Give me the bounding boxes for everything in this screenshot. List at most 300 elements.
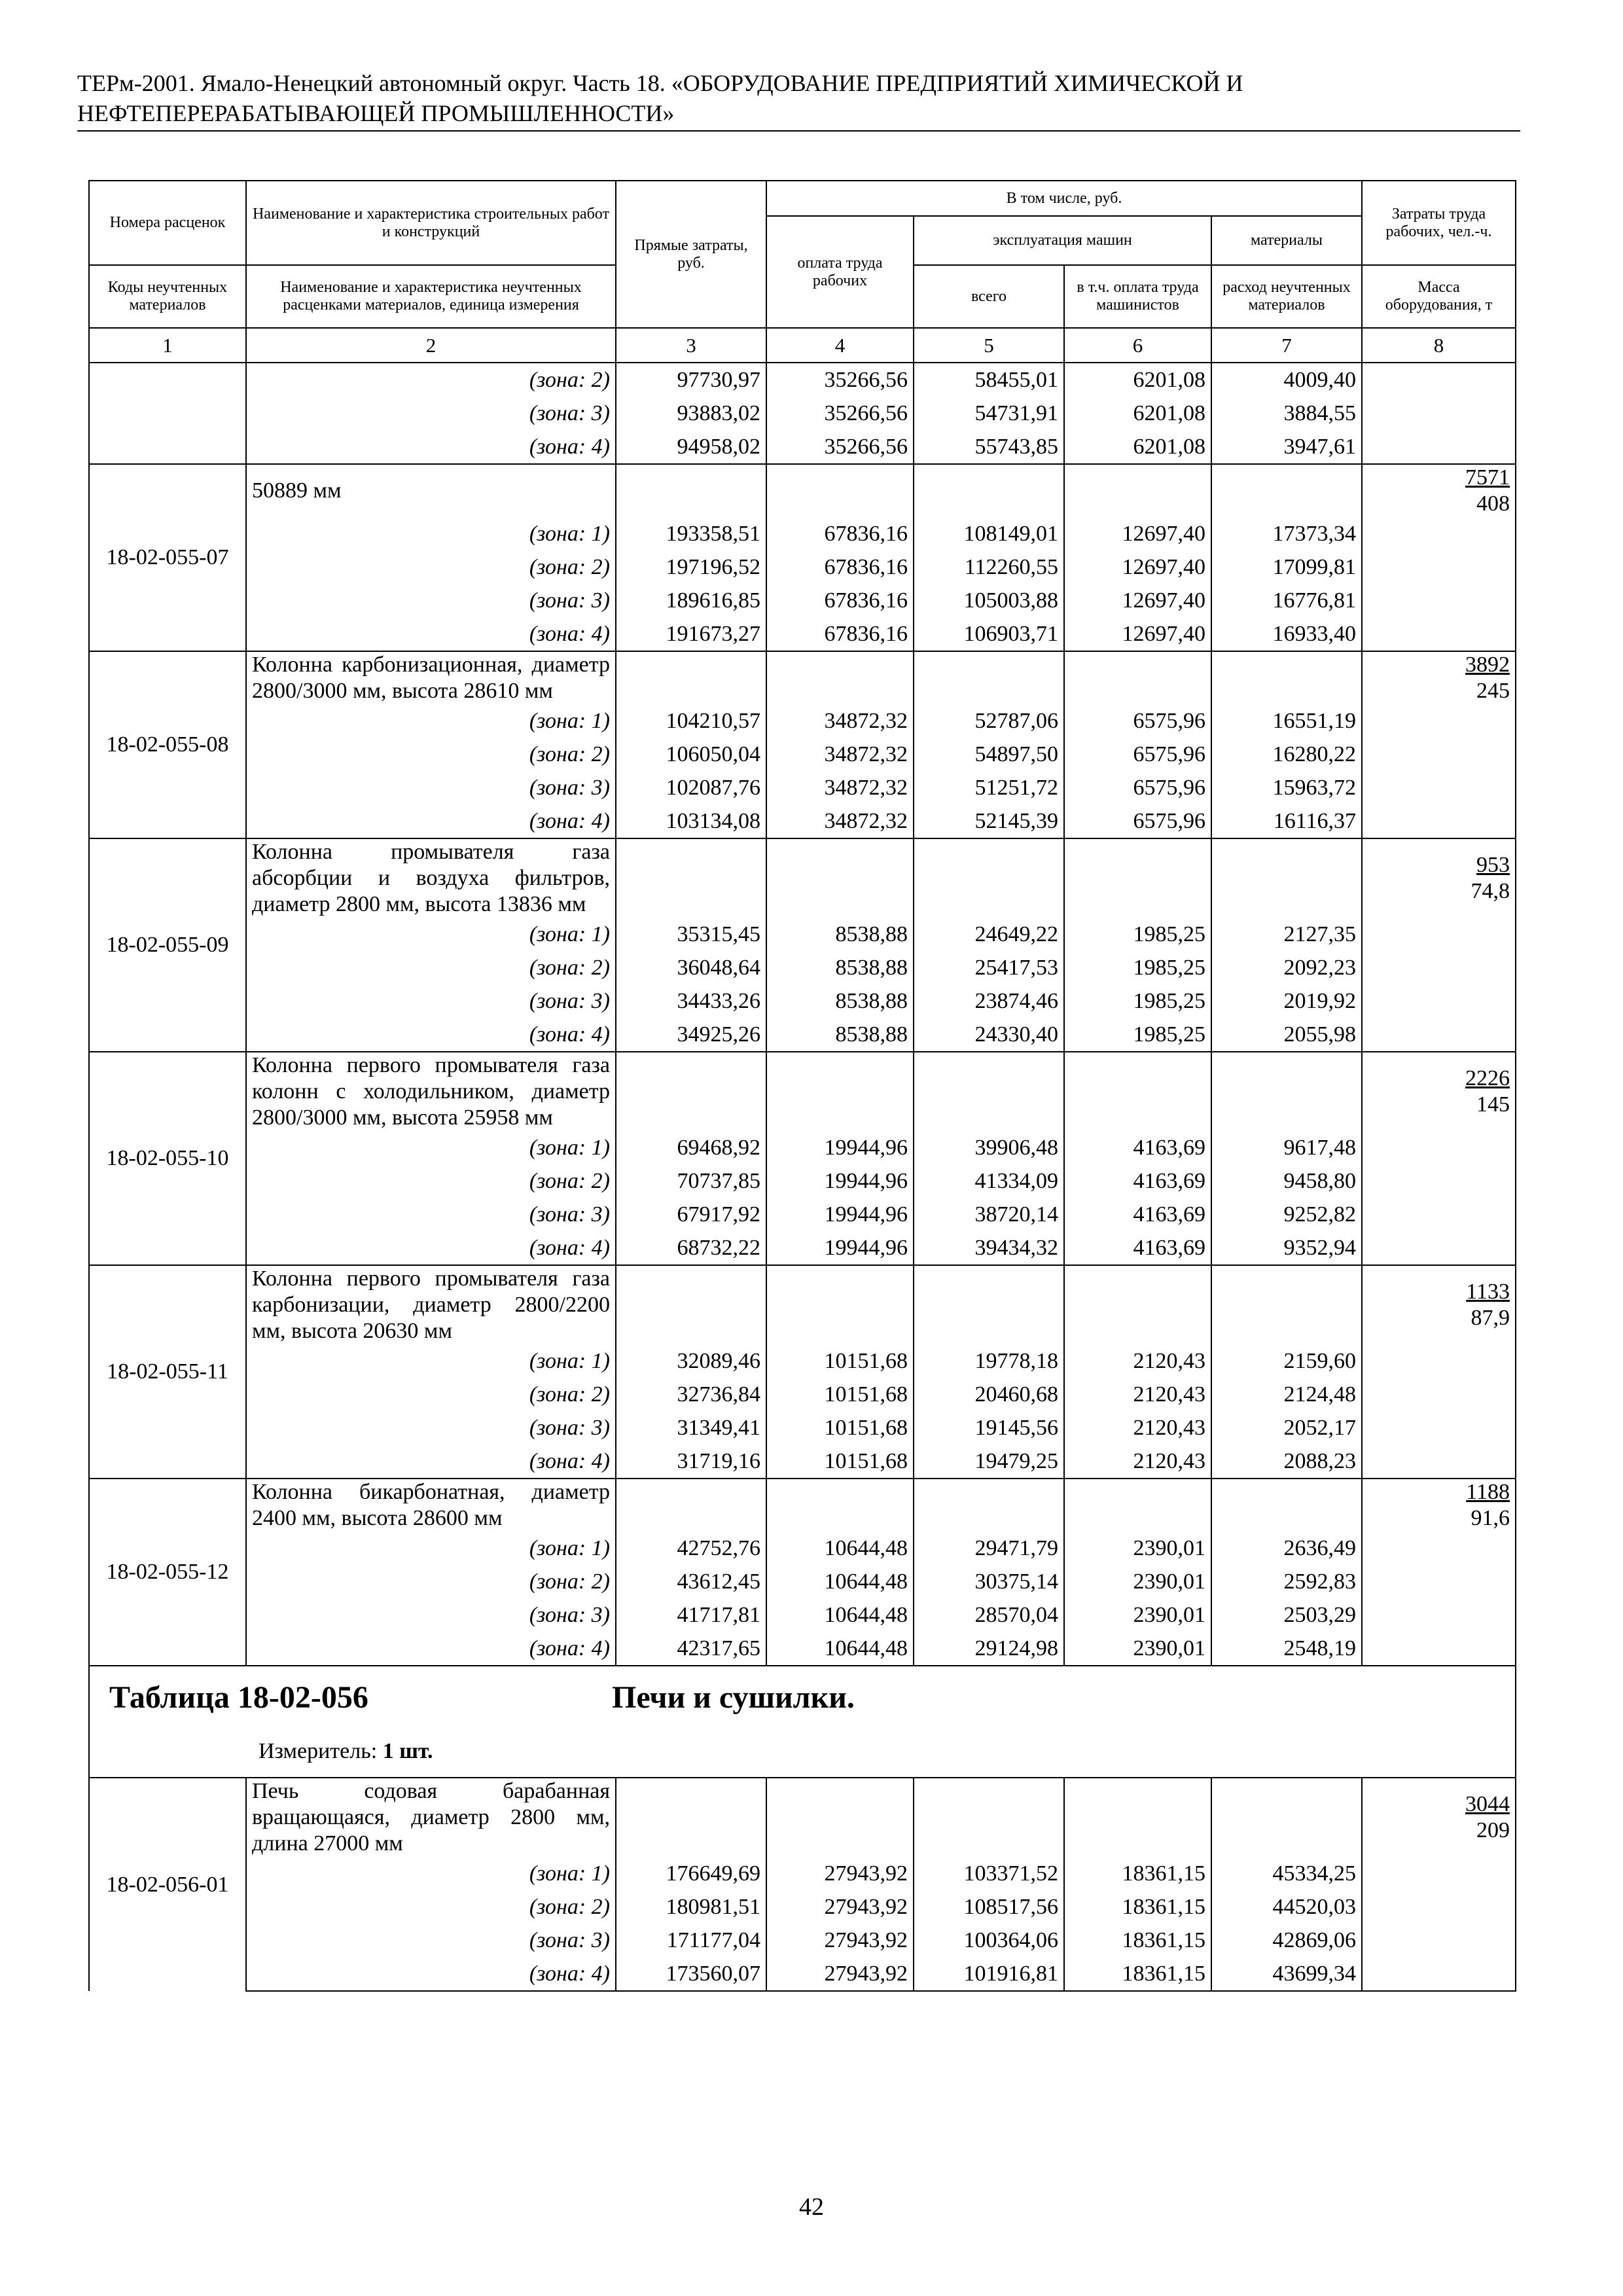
rate-name: Колонна первого промывателя газа карбонизации, диаметр 2800/2200 мм, высота 20630 мм	[246, 1265, 616, 1344]
zone-row	[89, 1890, 1516, 1924]
zone-label: (зона: 2)	[246, 550, 616, 584]
col-unaccounted-codes: Коды неучтенных материалов	[89, 265, 246, 328]
empty-mass-cell	[1362, 1890, 1516, 1924]
empty-mass-cell	[1362, 517, 1516, 550]
rate-row	[89, 1052, 1516, 1131]
zone-label: (зона: 3)	[246, 397, 616, 430]
page-header	[77, 68, 1520, 128]
zone-row	[89, 550, 1516, 584]
col-number: 7	[1211, 328, 1362, 363]
labor-mass-cell	[1362, 1778, 1516, 1857]
zone-row	[89, 918, 1516, 951]
unit-value: 1 шт.	[382, 1739, 433, 1763]
value-cell: 35315,45	[616, 918, 766, 951]
value-cell: 36048,64	[616, 951, 766, 984]
value-cell: 103371,52	[914, 1857, 1064, 1890]
zone-label: (зона: 3)	[246, 984, 616, 1018]
labor-value: 7571	[1465, 465, 1510, 490]
value-cell: 16933,40	[1211, 617, 1362, 651]
value-cell: 6575,96	[1064, 771, 1211, 804]
zone-row	[89, 617, 1516, 651]
value-cell: 54897,50	[914, 738, 1064, 771]
value-cell: 9458,80	[1211, 1164, 1362, 1198]
value-cell: 31719,16	[616, 1444, 766, 1479]
rate-name: Колонна промывателя газа абсорбции и воздуха фильтров, диаметр 2800 мм, высота 13836 мм	[246, 838, 616, 918]
col-name: Наименование и характеристика строительных работ и конструкций	[246, 181, 616, 265]
rate-row	[89, 838, 1516, 918]
value-cell: 32736,84	[616, 1378, 766, 1411]
empty-cell	[616, 1778, 766, 1857]
value-cell: 51251,72	[914, 771, 1064, 804]
empty-mass-cell	[1362, 1231, 1516, 1265]
value-cell: 54731,91	[914, 397, 1064, 430]
empty-cell	[914, 1052, 1064, 1131]
value-cell: 12697,40	[1064, 550, 1211, 584]
col-number: 3	[616, 328, 766, 363]
value-cell: 4163,69	[1064, 1164, 1211, 1198]
zone-label: (зона: 3)	[246, 1198, 616, 1231]
table-number: Таблица 18-02-056	[109, 1680, 368, 1715]
value-cell: 2592,83	[1211, 1565, 1362, 1598]
rate-name: Колонна карбонизационная, диаметр 2800/3000 мм, высота 28610 мм	[246, 651, 616, 704]
empty-cell	[766, 464, 914, 517]
value-cell: 2390,01	[1064, 1598, 1211, 1632]
value-cell: 2390,01	[1064, 1532, 1211, 1565]
header-line-1: ТЕРм-2001. Ямало-Ненецкий автономный округ. Часть 18. «ОБОРУДОВАНИЕ ПРЕДПРИЯТИЙ ХИМИЧЕСКОЙ И	[77, 70, 1243, 96]
value-cell: 1985,25	[1064, 1018, 1211, 1052]
value-cell: 3947,61	[1211, 430, 1362, 464]
zone-row	[89, 1131, 1516, 1164]
empty-cell	[1064, 1778, 1211, 1857]
value-cell: 9352,94	[1211, 1231, 1362, 1265]
value-cell: 112260,55	[914, 550, 1064, 584]
rate-name: 50889 мм	[246, 464, 616, 517]
value-cell: 27943,92	[766, 1957, 914, 1991]
value-cell: 10151,68	[766, 1378, 914, 1411]
value-cell: 9617,48	[1211, 1131, 1362, 1164]
value-cell: 3884,55	[1211, 397, 1362, 430]
zone-label: (зона: 2)	[246, 1565, 616, 1598]
rate-code: 18-02-055-12	[89, 1479, 246, 1666]
value-cell: 19145,56	[914, 1411, 1064, 1444]
col-number: 1	[89, 328, 246, 363]
value-cell: 39434,32	[914, 1231, 1064, 1265]
mass-value: 209	[1476, 1818, 1510, 1842]
value-cell: 105003,88	[914, 584, 1064, 617]
value-cell: 32089,46	[616, 1344, 766, 1378]
empty-cell	[616, 1265, 766, 1344]
zone-row	[89, 771, 1516, 804]
value-cell: 2159,60	[1211, 1344, 1362, 1378]
value-cell: 2120,43	[1064, 1344, 1211, 1378]
empty-cell	[766, 1479, 914, 1532]
value-cell: 34872,32	[766, 804, 914, 838]
zone-row	[89, 1411, 1516, 1444]
rate-code: 18-02-056-01	[89, 1778, 246, 1991]
col-number: 2	[246, 328, 616, 363]
col-number: 8	[1362, 328, 1516, 363]
value-cell: 67917,92	[616, 1198, 766, 1231]
value-cell: 52787,06	[914, 704, 1064, 738]
empty-mass-cell	[1362, 584, 1516, 617]
value-cell: 19944,96	[766, 1131, 914, 1164]
value-cell: 34872,32	[766, 738, 914, 771]
empty-cell	[1211, 838, 1362, 918]
value-cell: 4009,40	[1211, 363, 1362, 397]
value-cell: 2092,23	[1211, 951, 1362, 984]
value-cell: 8538,88	[766, 984, 914, 1018]
value-cell: 8538,88	[766, 918, 914, 951]
empty-mass-cell	[1362, 397, 1516, 430]
table-heading-row	[89, 1666, 1516, 1778]
value-cell: 2120,43	[1064, 1378, 1211, 1411]
empty-cell	[914, 1778, 1064, 1857]
value-cell: 28570,04	[914, 1598, 1064, 1632]
empty-cell	[616, 1052, 766, 1131]
zone-row	[89, 1565, 1516, 1598]
zone-label: (зона: 2)	[246, 363, 616, 397]
zone-row	[89, 584, 1516, 617]
value-cell: 30375,14	[914, 1565, 1064, 1598]
value-cell: 67836,16	[766, 550, 914, 584]
empty-cell	[1064, 651, 1211, 704]
rate-row	[89, 1479, 1516, 1532]
zone-label: (зона: 3)	[246, 771, 616, 804]
empty-cell	[616, 651, 766, 704]
value-cell: 12697,40	[1064, 617, 1211, 651]
table-header	[89, 181, 1516, 363]
value-cell: 16116,37	[1211, 804, 1362, 838]
empty-cell	[616, 838, 766, 918]
value-cell: 4163,69	[1064, 1131, 1211, 1164]
empty-mass-cell	[1362, 1344, 1516, 1378]
value-cell: 94958,02	[616, 430, 766, 464]
value-cell: 6201,08	[1064, 363, 1211, 397]
rate-name: Колонна бикарбонатная, диаметр 2400 мм, высота 28600 мм	[246, 1479, 616, 1532]
value-cell: 4163,69	[1064, 1198, 1211, 1231]
empty-mass-cell	[1362, 804, 1516, 838]
value-cell: 44520,03	[1211, 1890, 1362, 1924]
zone-row	[89, 1532, 1516, 1565]
value-cell: 106050,04	[616, 738, 766, 771]
value-cell: 19944,96	[766, 1164, 914, 1198]
rate-row	[89, 464, 1516, 517]
value-cell: 25417,53	[914, 951, 1064, 984]
empty-mass-cell	[1362, 1857, 1516, 1890]
zone-row	[89, 984, 1516, 1018]
value-cell: 29471,79	[914, 1532, 1064, 1565]
value-cell: 34872,32	[766, 771, 914, 804]
empty-mass-cell	[1362, 363, 1516, 397]
empty-cell	[914, 1479, 1064, 1532]
value-cell: 20460,68	[914, 1378, 1064, 1411]
value-cell: 58455,01	[914, 363, 1064, 397]
rate-name: Печь содовая барабанная вращающаяся, диаметр 2800 мм, длина 27000 мм	[246, 1778, 616, 1857]
value-cell: 19944,96	[766, 1198, 914, 1231]
zone-row	[89, 1924, 1516, 1957]
value-cell: 6575,96	[1064, 704, 1211, 738]
value-cell: 39906,48	[914, 1131, 1064, 1164]
empty-mass-cell	[1362, 1164, 1516, 1198]
value-cell: 1985,25	[1064, 951, 1211, 984]
empty-cell	[1211, 1265, 1362, 1344]
empty-cell	[914, 1265, 1064, 1344]
rate-code: 18-02-055-10	[89, 1052, 246, 1265]
empty-cell	[766, 651, 914, 704]
value-cell: 1985,25	[1064, 918, 1211, 951]
col-number: 4	[766, 328, 914, 363]
value-cell: 19778,18	[914, 1344, 1064, 1378]
value-cell: 6575,96	[1064, 738, 1211, 771]
value-cell: 2548,19	[1211, 1632, 1362, 1666]
unit-label: Измеритель:	[259, 1739, 383, 1763]
value-cell: 42752,76	[616, 1532, 766, 1565]
zone-row	[89, 738, 1516, 771]
empty-code-cell	[89, 363, 246, 397]
value-cell: 6575,96	[1064, 804, 1211, 838]
zone-label: (зона: 1)	[246, 918, 616, 951]
empty-cell	[1211, 1479, 1362, 1532]
value-cell: 35266,56	[766, 397, 914, 430]
value-cell: 1985,25	[1064, 984, 1211, 1018]
zone-row	[89, 363, 1516, 397]
header-line-2: НЕФТЕПЕРЕРАБАТЫВАЮЩЕЙ ПРОМЫШЛЕННОСТИ»	[77, 100, 675, 126]
value-cell: 31349,41	[616, 1411, 766, 1444]
labor-mass-cell	[1362, 464, 1516, 517]
value-cell: 2088,23	[1211, 1444, 1362, 1479]
empty-mass-cell	[1362, 1565, 1516, 1598]
rates-table	[88, 180, 1516, 1992]
zone-row	[89, 1378, 1516, 1411]
value-cell: 12697,40	[1064, 584, 1211, 617]
value-cell: 55743,85	[914, 430, 1064, 464]
value-cell: 27943,92	[766, 1890, 914, 1924]
labor-value: 1188	[1466, 1480, 1510, 1504]
zone-label: (зона: 1)	[246, 1857, 616, 1890]
value-cell: 6201,08	[1064, 430, 1211, 464]
zone-row	[89, 704, 1516, 738]
col-unaccounted-name: Наименование и характеристика неучтенных расценками материалов, единица измерения	[246, 265, 616, 328]
empty-cell	[616, 464, 766, 517]
labor-mass-cell	[1362, 651, 1516, 704]
value-cell: 35266,56	[766, 430, 914, 464]
empty-cell	[766, 838, 914, 918]
empty-mass-cell	[1362, 617, 1516, 651]
labor-value: 953	[1476, 853, 1510, 877]
table-heading-cell	[89, 1666, 1516, 1778]
zone-row	[89, 1598, 1516, 1632]
value-cell: 27943,92	[766, 1857, 914, 1890]
mass-value: 91,6	[1471, 1506, 1510, 1530]
value-cell: 18361,15	[1064, 1924, 1211, 1957]
empty-mass-cell	[1362, 550, 1516, 584]
empty-mass-cell	[1362, 1131, 1516, 1164]
value-cell: 108149,01	[914, 517, 1064, 550]
empty-mass-cell	[1362, 1444, 1516, 1479]
empty-mass-cell	[1362, 1198, 1516, 1231]
value-cell: 43612,45	[616, 1565, 766, 1598]
value-cell: 34872,32	[766, 704, 914, 738]
zone-row	[89, 1857, 1516, 1890]
col-unaccounted-consumption: расход неучтенных материалов	[1211, 265, 1362, 328]
zone-row	[89, 804, 1516, 838]
zone-label: (зона: 2)	[246, 738, 616, 771]
col-total: всего	[914, 265, 1064, 328]
value-cell: 2019,92	[1211, 984, 1362, 1018]
empty-cell	[1211, 651, 1362, 704]
table-title: Печи и сушилки.	[612, 1680, 855, 1715]
empty-mass-cell	[1362, 1378, 1516, 1411]
labor-mass-cell	[1362, 1052, 1516, 1131]
empty-mass-cell	[1362, 1924, 1516, 1957]
value-cell: 35266,56	[766, 363, 914, 397]
zone-label: (зона: 4)	[246, 430, 616, 464]
value-cell: 2055,98	[1211, 1018, 1362, 1052]
value-cell: 18361,15	[1064, 1857, 1211, 1890]
value-cell: 2503,29	[1211, 1598, 1362, 1632]
empty-cell	[616, 1479, 766, 1532]
zone-label: (зона: 4)	[246, 1018, 616, 1052]
value-cell: 193358,51	[616, 517, 766, 550]
value-cell: 24649,22	[914, 918, 1064, 951]
empty-mass-cell	[1362, 1598, 1516, 1632]
empty-mass-cell	[1362, 1018, 1516, 1052]
zone-row	[89, 1164, 1516, 1198]
value-cell: 171177,04	[616, 1924, 766, 1957]
empty-mass-cell	[1362, 771, 1516, 804]
value-cell: 10644,48	[766, 1598, 914, 1632]
empty-cell	[1064, 1479, 1211, 1532]
value-cell: 27943,92	[766, 1924, 914, 1957]
value-cell: 108517,56	[914, 1890, 1064, 1924]
value-cell: 2127,35	[1211, 918, 1362, 951]
value-cell: 19944,96	[766, 1231, 914, 1265]
empty-cell	[914, 651, 1064, 704]
mass-value: 74,8	[1471, 879, 1510, 903]
value-cell: 2052,17	[1211, 1411, 1362, 1444]
value-cell: 102087,76	[616, 771, 766, 804]
value-cell: 197196,52	[616, 550, 766, 584]
value-cell: 41717,81	[616, 1598, 766, 1632]
zone-row	[89, 1444, 1516, 1479]
value-cell: 10644,48	[766, 1565, 914, 1598]
col-equipment-mass: Масса оборудования, т	[1362, 265, 1516, 328]
value-cell: 16551,19	[1211, 704, 1362, 738]
value-cell: 93883,02	[616, 397, 766, 430]
zone-row	[89, 397, 1516, 430]
zone-row	[89, 1957, 1516, 1991]
zone-label: (зона: 4)	[246, 1231, 616, 1265]
rate-name: Колонна первого промывателя газа колонн с холодильником, диаметр 2800/3000 мм, высота 25958 мм	[246, 1052, 616, 1131]
value-cell: 176649,69	[616, 1857, 766, 1890]
value-cell: 38720,14	[914, 1198, 1064, 1231]
rate-row	[89, 1778, 1516, 1857]
value-cell: 100364,06	[914, 1924, 1064, 1957]
rate-row	[89, 651, 1516, 704]
empty-cell	[1064, 838, 1211, 918]
rate-code: 18-02-055-07	[89, 464, 246, 651]
value-cell: 16280,22	[1211, 738, 1362, 771]
col-rate-numbers: Номера расценок	[89, 181, 246, 265]
labor-value: 1133	[1466, 1280, 1510, 1304]
value-cell: 15963,72	[1211, 771, 1362, 804]
value-cell: 29124,98	[914, 1632, 1064, 1666]
zone-label: (зона: 1)	[246, 704, 616, 738]
zone-label: (зона: 2)	[246, 951, 616, 984]
value-cell: 2636,49	[1211, 1532, 1362, 1565]
zone-label: (зона: 1)	[246, 1532, 616, 1565]
col-materials: материалы	[1211, 216, 1362, 265]
value-cell: 106903,71	[914, 617, 1064, 651]
value-cell: 17099,81	[1211, 550, 1362, 584]
rate-code: 18-02-055-09	[89, 838, 246, 1052]
empty-cell	[766, 1778, 914, 1857]
mass-value: 145	[1476, 1092, 1510, 1117]
empty-cell	[1064, 1265, 1211, 1344]
empty-mass-cell	[1362, 1411, 1516, 1444]
zone-label: (зона: 3)	[246, 1411, 616, 1444]
value-cell: 45334,25	[1211, 1857, 1362, 1890]
value-cell: 104210,57	[616, 704, 766, 738]
value-cell: 24330,40	[914, 1018, 1064, 1052]
value-cell: 10644,48	[766, 1632, 914, 1666]
empty-mass-cell	[1362, 704, 1516, 738]
value-cell: 42869,06	[1211, 1924, 1362, 1957]
value-cell: 2120,43	[1064, 1444, 1211, 1479]
empty-mass-cell	[1362, 1532, 1516, 1565]
zone-row	[89, 1632, 1516, 1666]
col-direct-costs: Прямые затраты, руб.	[616, 181, 766, 328]
empty-cell	[1211, 1778, 1362, 1857]
value-cell: 69468,92	[616, 1131, 766, 1164]
value-cell: 52145,39	[914, 804, 1064, 838]
zone-row	[89, 951, 1516, 984]
value-cell: 10644,48	[766, 1532, 914, 1565]
col-number: 6	[1064, 328, 1211, 363]
value-cell: 97730,97	[616, 363, 766, 397]
value-cell: 2124,48	[1211, 1378, 1362, 1411]
value-cell: 12697,40	[1064, 517, 1211, 550]
table-body	[89, 363, 1516, 1991]
value-cell: 8538,88	[766, 951, 914, 984]
value-cell: 67836,16	[766, 517, 914, 550]
rate-row	[89, 1265, 1516, 1344]
value-cell: 70737,85	[616, 1164, 766, 1198]
value-cell: 10151,68	[766, 1411, 914, 1444]
value-cell: 34433,26	[616, 984, 766, 1018]
col-labor: Затраты труда рабочих, чел.-ч.	[1362, 181, 1516, 265]
empty-cell	[1211, 464, 1362, 517]
empty-mass-cell	[1362, 918, 1516, 951]
value-cell: 43699,34	[1211, 1957, 1362, 1991]
empty-cell	[766, 1052, 914, 1131]
empty-cell	[1211, 1052, 1362, 1131]
header-rule	[77, 130, 1520, 132]
empty-mass-cell	[1362, 984, 1516, 1018]
value-cell: 180981,51	[616, 1890, 766, 1924]
empty-mass-cell	[1362, 430, 1516, 464]
value-cell: 10151,68	[766, 1444, 914, 1479]
zone-label: (зона: 2)	[246, 1378, 616, 1411]
value-cell: 23874,46	[914, 984, 1064, 1018]
value-cell: 67836,16	[766, 617, 914, 651]
zone-label: (зона: 2)	[246, 1890, 616, 1924]
value-cell: 9252,82	[1211, 1198, 1362, 1231]
value-cell: 19479,25	[914, 1444, 1064, 1479]
value-cell: 10151,68	[766, 1344, 914, 1378]
col-number: 5	[914, 328, 1064, 363]
labor-value: 2226	[1465, 1066, 1510, 1090]
